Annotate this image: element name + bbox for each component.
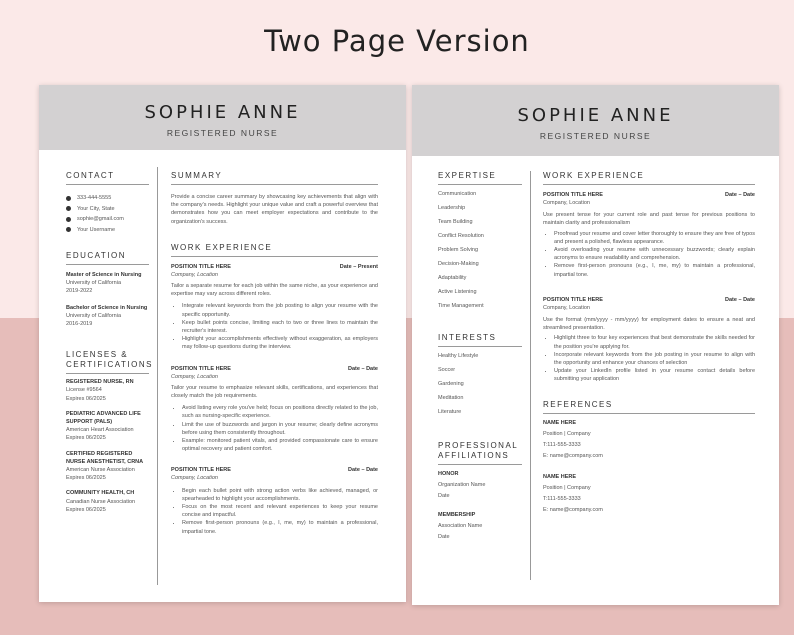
list-item: Meditation <box>438 395 464 401</box>
interests-list <box>438 349 522 419</box>
job-bullets: • Highlight three to four key experiences that best demonstrate the skills needed for the position you're applying for. • Incorporate relevant keywords from the job posting in your resume to align with the opportunity and enhance your chances of selection • Update your LinkedIn profile listed in your resume contact details before submitting your application <box>543 334 755 383</box>
job-position: POSITION TITLE HERE <box>171 263 231 270</box>
references-heading: REFERENCES <box>543 400 755 414</box>
list-item: Healthy Lifestyle <box>438 353 479 359</box>
job-intro: Tailor a separate resume for each job within the same niche, as your experience and expertise may vary across different roles. <box>171 283 378 298</box>
work-heading: WORK EXPERIENCE <box>543 171 755 185</box>
contact-heading: CONTACT <box>66 171 149 185</box>
reference-item: NAME HERE Position | Company T:111-555-3333 E: name@company.com <box>543 473 603 513</box>
linkedin-icon <box>66 227 71 232</box>
resume-role: REGISTERED NURSE <box>166 128 279 138</box>
license-item: CERTIFIED REGISTERED NURSE ANESTHETIST, CRNA American Nurse Association Expires 06/2025 <box>66 450 144 482</box>
list-item: Active Listening <box>438 289 477 295</box>
job-dates: Date – Date <box>348 467 378 474</box>
column-divider <box>530 171 531 580</box>
list-item: Literature <box>438 409 462 415</box>
job-entry <box>171 263 378 352</box>
resume-role: REGISTERED NURSE <box>539 131 652 141</box>
interests-heading: INTERESTS <box>438 333 522 347</box>
right-column <box>171 171 378 536</box>
expertise-heading: EXPERTISE <box>438 171 522 185</box>
list-item: Leadership <box>438 205 466 211</box>
list-item: Gardening <box>438 381 464 387</box>
license-item: REGISTERED NURSE, RN License #9564 Expires 06/2025 <box>66 379 134 402</box>
job-dates: Date – Date <box>725 192 755 198</box>
affiliation-item: MEMBERSHIP Association Name Date <box>438 512 483 540</box>
licenses-heading: LICENSES & CERTIFICATIONS <box>66 350 149 374</box>
contact-email: sophie@gmail.com <box>66 214 149 225</box>
list-item: Decision-Making <box>438 261 479 267</box>
right-column <box>543 171 755 516</box>
job-dates: Date – Present <box>339 263 378 270</box>
list-item: Team Building <box>438 219 473 225</box>
resume-name: SOPHIE ANNE <box>144 102 301 123</box>
job-intro: Use the format (mm/yyyy - mm/yyyy) for employment dates to ensure a neat and streamlined presentation. <box>543 317 755 332</box>
job-company: Company, Location <box>171 271 218 278</box>
job-entry <box>543 296 755 384</box>
job-bullets: • Proofread your resume and cover letter thoroughly to ensure they are free of typos and present a polished, flawless appearance. • Avoid overloading your resume with unnecessary buzzwords; clearly explain acronyms to ensure readability and comprehension. • Remove first-person pronouns (e.g., I, me, my) to maintain a professional, impartial tone. <box>543 230 755 279</box>
job-intro: Use present tense for your current role and past tense for previous positions to maintain clarity and professionalism <box>543 212 755 227</box>
job-dates: Date – Date <box>348 365 378 372</box>
summary-text: Provide a concise career summary by showcasing key achievements that align with the company's needs. Highlight your unique value and craft a powerful overview that demonstrates how you can meet employer expectations and contribute to the organization's success. <box>171 194 378 225</box>
contact-phone: 333-444-5555 <box>66 193 149 204</box>
job-position: POSITION TITLE HERE <box>171 365 231 372</box>
affiliations-heading: PROFESSIONAL AFFILIATIONS <box>438 441 522 465</box>
resume-page-1 <box>39 85 406 602</box>
affiliation-item: HONOR Organization Name Date <box>438 471 486 499</box>
education-item: Master of Science in Nursing University of California 2019-2022 <box>66 272 142 295</box>
list-item: Conflict Resolution <box>438 233 484 239</box>
list-item: Time Management <box>438 303 484 309</box>
resume-name: SOPHIE ANNE <box>517 105 674 126</box>
contact-list <box>66 193 149 235</box>
job-entry <box>171 466 378 535</box>
job-position: POSITION TITLE HERE <box>543 296 603 303</box>
job-company: Company, Location <box>543 200 590 206</box>
contact-linkedin: Your Username <box>66 225 149 236</box>
job-bullets: • Integrate relevant keywords from the job posting to align your resume with the specific opportunity. • Keep bullet points concise, limiting each to two or three lines to maintain the recruiter's interest. • Highlight your accomplishments effectively without exaggeration, as employers may follow-up questions during the interview. <box>171 302 378 351</box>
education-item: Bachelor of Science in Nursing University of California 2016-2019 <box>66 304 148 328</box>
contact-location: Your City, State <box>66 204 149 215</box>
work-heading: WORK EXPERIENCE <box>171 243 378 257</box>
reference-item: NAME HERE Position | Company T:111-555-3333 E: name@company.com <box>543 419 603 459</box>
job-company: Company, Location <box>171 373 218 380</box>
left-column <box>438 171 522 543</box>
list-item: Communication <box>438 191 477 197</box>
education-heading: EDUCATION <box>66 251 149 265</box>
job-company: Company, Location <box>171 475 218 482</box>
job-bullets: • Avoid listing every role you've held; focus on positions directly related to the job, such as nursing-specific experience. • Limit the use of buzzwords and jargon in your resume; clearly define acronyms before using them consistently throughout. • Example: monitored patient vitals, and provided compassionate care to ensure optimal recovery and patient comfort. <box>171 404 378 453</box>
job-entry <box>171 365 378 454</box>
license-item: PEDIATRIC ADVANCED LIFE SUPPORT (PALS) American Heart Association Expires 06/2025 <box>66 410 141 442</box>
list-item: Adaptability <box>438 275 467 281</box>
page-headline: Two Page Version <box>264 24 530 58</box>
email-icon <box>66 217 71 222</box>
job-position: POSITION TITLE HERE <box>543 192 603 198</box>
expertise-list <box>438 187 522 313</box>
job-dates: Date – Date <box>725 296 755 303</box>
list-item: Problem Solving <box>438 247 479 253</box>
job-intro: Tailor your resume to emphasize relevant skills, certifications, and experiences that closely match the job requirements. <box>171 384 378 400</box>
column-divider <box>157 167 158 585</box>
license-item: COMMUNITY HEALTH, CH Canadian Nurse Association Expires 06/2025 <box>66 490 136 513</box>
job-bullets: • Begin each bullet point with strong action verbs like achieved, managed, or spearheaded to highlight your accomplishments. • Focus on the most recent and relevant experiences to keep your resume concise and impactful. • Remove first-person pronouns (e.g., I, me, my) to maintain a professional, impartial tone. <box>171 487 378 536</box>
left-column <box>66 171 153 514</box>
job-company: Company, Location <box>543 304 590 311</box>
resume-page-2 <box>412 85 779 605</box>
job-entry <box>543 191 755 279</box>
list-item: Soccer <box>438 367 456 373</box>
location-icon <box>66 206 71 211</box>
phone-icon <box>66 196 71 201</box>
job-position: POSITION TITLE HERE <box>171 467 231 474</box>
summary-heading: SUMMARY <box>171 171 378 185</box>
